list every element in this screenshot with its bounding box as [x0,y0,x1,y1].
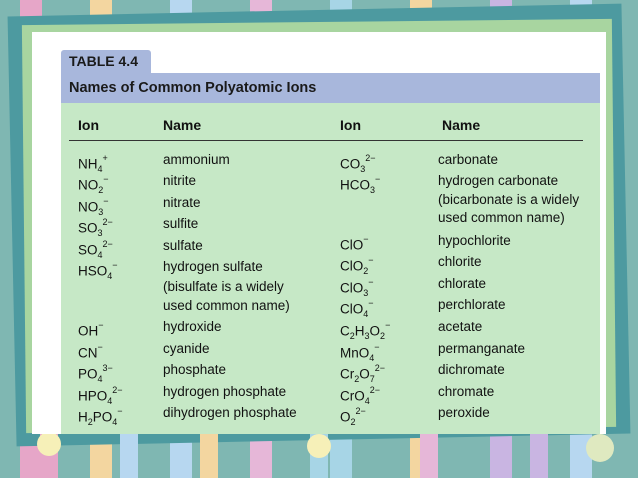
ion-formula: $HSO_4^-$ [78,260,118,282]
ion-formula: ClO$_4$− [340,298,374,320]
ion-formula: $NO_3^-$ [78,196,109,218]
ion-formula: $Cr_2O_7^{2-}$ [340,363,386,385]
ion-name: sulfate [163,238,203,253]
ion-formula: $SO_4^{2-}$ [78,239,113,261]
ion-table [61,103,600,434]
ion-name: chlorate [438,276,487,291]
ion-formula: $NH_4^+$ [78,153,108,175]
ion-name: chromate [438,384,495,399]
ion-name: permanganate [438,341,526,356]
header-ion-right: Ion [340,117,361,133]
ion-name: hypochlorite [438,233,511,248]
ion-name: peroxide [438,405,490,420]
ion-formula: $HCO_3^-$ [340,174,381,196]
header-rule [69,140,583,141]
ion-formula: $CO_3^{2-}$ [340,153,376,175]
ion-formula: MnO$_4$− [340,342,380,364]
ion-formula: $O_2^{2-}$ [340,406,366,428]
ion-note: used common name) [438,210,565,225]
header-name-right: Name [442,117,481,133]
ion-note: (bisulfate is a widely [163,279,284,294]
ion-name: nitrite [163,173,197,188]
ion-name: ammonium [163,152,230,167]
ion-formula: OH− [78,320,104,339]
ion-formula: $SO_3^{2-}$ [78,217,113,239]
ion-formula: ClO− [340,234,369,253]
ion-name: acetate [438,319,483,334]
ion-name: hydrogen carbonate [438,173,559,188]
ion-note: used common name) [163,298,290,313]
ion-name: nitrate [163,195,201,210]
table-title: Names of Common Polyatomic Ions [61,73,600,103]
ion-formula: ClO$_2$− [340,255,374,277]
ion-name: carbonate [438,152,499,167]
header-ion-left: Ion [78,117,99,133]
ion-formula: ClO$_3$− [340,277,374,299]
ion-name: hydrogen phosphate [163,384,287,399]
ion-note: (bicarbonate is a widely [438,192,580,207]
ion-formula: CrO$_4^{2-}$ [340,385,381,407]
ion-name: hydroxide [163,319,222,334]
ion-name: perchlorate [438,297,506,312]
decorative-bottom-shapes [0,434,638,478]
ion-name: sulfite [163,216,199,231]
ion-name: cyanide [163,341,210,356]
ion-name: phosphate [163,362,227,377]
ion-formula: $PO_4^{3-}$ [78,363,113,385]
ion-name: hydrogen sulfate [163,259,263,274]
ion-name: dihydrogen phosphate [163,405,297,420]
header-name-left: Name [163,117,202,133]
ion-formula: $H_2PO_4^-$ [78,406,123,428]
ion-name: chlorite [438,254,482,269]
ion-name: dichromate [438,362,505,377]
ion-formula: $NO_2^-$ [78,174,109,196]
ion-formula: $HPO_4^{2-}$ [78,385,123,407]
ion-formula: CN− [78,342,103,361]
ion-formula: $C_2H_3O_2^-$ [340,320,391,342]
table-label: TABLE 4.4 [61,50,151,73]
